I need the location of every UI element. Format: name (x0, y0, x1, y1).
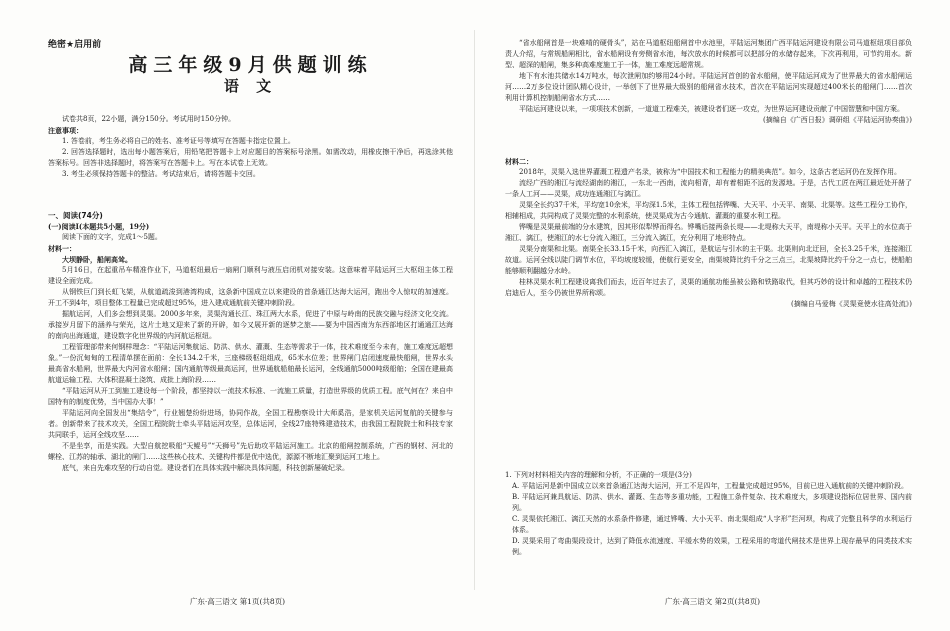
question-option: B. 平陆运河兼具航运、防洪、供水、灌溉、生态等多重功能，工程施工条件复杂、技术难度大，多项建设指标位居世界、国内前列。 (512, 493, 912, 512)
body-paragraph: 从钢铁巨门到长虹飞架，从航道疏浚到港湾构成，这条新中国成立以来建设的首条通江达海大运河，跑出令人惊叹的加速度。开工不到4年，项目整体工程量已完成超过95%，进入建成通航前关键冲刺阶段。 (48, 288, 453, 307)
instructions-block (48, 114, 453, 180)
body-paragraph: 不是坐享，而是实践。大型自航挖吸船“天鲲号”“天狮号”先后助攻平陆运河施工。北京的船闸控制系统，广西的钢材、河北的螺栓、江苏的轴承、湖北的闸门……这些核心技术、关键构件都是优中选优，源源不断地汇聚到运河工地上。 (48, 442, 453, 461)
material-label: 材料一： (48, 244, 76, 253)
body-paragraph: 地下有水池共储水14万吨水，每次泄闸加约够用24小时。平陆运河首创的省水船闸，使平陆运河成为了世界最大的省水船闸运河……2万多位设计团队精心设计，一举创下了世界最大级别的船闸省水技术，首次在平陆运河实现超过400米长的船闸门……首次利用计算机控制船闸省水方式…… (505, 72, 912, 102)
question-block (505, 470, 912, 558)
body-paragraph: “省水船闸首是一块难啃的硬骨头”，站在马道枢纽船闸首中水池里，平陆运河集团广西平陆运河建设有限公司马道枢纽项目部负责人介绍，与常规船闸相比，省水船闸设有旁侧省水池，每次放水的时候都可以把部分的水储存起来，下次再利用，可节约用水。新型、超深的船闸，集多种高难度施工于一体，施工难度远超常规。 (505, 39, 912, 69)
question-option: A. 平陆运河是新中国成立以来首条通江达海大运河，开工不足四年，工程量完成超过95%，目前已进入通航前的关键冲刺阶段。 (512, 482, 909, 490)
body-paragraph: 平陆运河向全国发出“集结令”，行业翘楚纷纷进场，协同作战，全国工程勘察设计大师奚浩，是家机关运河复航的关键参与者。创新带来了技术攻关，全国工程院院士牵头平陆运河攻坚，总体运河，全线27座特殊建造技术，由我国工程院院士和科技专家共同联手，运河全线攻坚…… (48, 409, 453, 439)
instructions-heading: 注意事项： (48, 126, 83, 135)
question-stem: 1. 下列对材料相关内容的理解和分析，不正确的一项是(3分) (505, 471, 692, 479)
body-paragraph: 2018年，灵渠入选世界灌溉工程遗产名录，被称为“中国技术和工程能力的精美典范”。如今，这条古老运河仍在发挥作用。 (519, 168, 901, 176)
subject-title: 语 文 (223, 77, 278, 95)
body-paragraph: 铧嘴是灵渠最前端的分水建筑，因其形似犁铧而得名。铧嘴后接两条长堤——北堤称大天平，南堤称小天平。天平上的水位高于湘江、漓江，使湘江的水七分流入湘江，三分流入漓江，充分利用了地形特点。 (505, 223, 912, 242)
exam-title: 高三年级9月供题训练 (128, 54, 373, 76)
body-paragraph: 灵渠分南渠和北渠。南渠全长33.15千米，向西汇入漓江，是航运与引水的主干渠。北渠则向北迂回，全长3.25千米，连接湘江故道。运河全线以陡门调节水位，平均坡度较缓，使航行更安全，南渠坡降比约千分之三点三，北渠坡降比约千分之一点七，使船舶能够顺利翻越分水岭。 (505, 245, 912, 275)
subsection-heading: (一)阅读Ⅰ(本题共5小题，19分) (48, 222, 150, 231)
reading-section (48, 210, 453, 474)
left-column (48, 0, 453, 631)
secret-label: 绝密★启用前 (48, 40, 102, 50)
source-citation: (摘编自《广西日报》调研组《平陆运河协奏曲》) (763, 116, 912, 124)
right-page (475, 0, 950, 631)
material1-continued (505, 38, 912, 126)
body-paragraph: 5月16日，在起重吊车精准作业下，马道枢纽最后一扇闸门顺利与液压启闭机对接安装。这意味着平陆运河三大枢纽主体工程建设全面完成。 (48, 266, 453, 285)
instruction-item: 3. 考生必须保持答题卡的整洁。考试结束后，请将答题卡交回。 (62, 170, 260, 178)
article-subheading: 大坝静卧，船闸高耸。 (62, 255, 132, 264)
body-paragraph: 底气，来自先难攻坚的行动自觉。建设者们在具体实践中解决具体问题，科技创新屡破纪录。 (62, 464, 349, 472)
body-paragraph: 工程管理部带来何钢样理念：“平陆运河集航运、防洪、供水、灌溉、生态等需求于一体，技术难度至今未有，施工难度远超想象。”一份沉甸甸的工程清单摆在面前：全长134.2千米，三座梯级枢纽组成，65米水位差；世界闸门启闭速度最快船闸，世界水头最高省水船闸，世界最大内河省水船闸；国内通航等级最高运河，世界通航船舶最长运河，全线通航5000吨级船舶；全国在建最高航道运输工程、大体积混凝土浇筑、成批上海阶段…… (48, 343, 453, 384)
instruction-item: 2. 回答选择题时，选出每小题答案后，用铅笔把答题卡上对应题目的答案标号涂黑。如需改动，用橡皮擦干净后，再选涂其他答案标号。回答非选择题时，将答案写在答题卡上。写在本试卷上无效。 (48, 148, 453, 167)
material2-block (505, 156, 912, 310)
exam-intro: 试卷共8页，22小题，满分150分。考试用时150分钟。 (62, 115, 236, 123)
instruction-item: 1. 答卷前，考生务必将自己的姓名、准考证号等填写在答题卡指定位置上。 (62, 137, 295, 145)
page-footer: 广东·高三语文 第2页(共8页) (664, 597, 761, 606)
material-label: 材料二： (505, 157, 533, 166)
body-paragraph: 流经广西的湘江与流经湖南的湘江，一东北一西南，流向相背，却有着相距不远的发源地。于是，古代工匠在两江最近处开凿了一条人工河——灵渠，成功连通湘江与漓江。 (505, 179, 912, 198)
body-paragraph: 掘航运河，人们多会想到灵渠。2000多年来，灵渠沟通长江、珠江两大水系，促进了中原与岭南的民族交融与经济文化交流。承接岁月留下的涵养与荣光，这片土地又迎来了新的开辟，如今又展开新的逐梦之旅——要为中国西南为东西部地区打通通江达海的南向出海通道，建设数字化世界级的内河航运枢纽。 (48, 310, 453, 340)
section-heading: 一、阅读(74分) (48, 211, 103, 220)
source-citation: (摘编自马爱梅《灵渠竟使水往高处流》) (791, 300, 912, 308)
body-paragraph: 平陆运河建设以来，一项项技术创新，一道道工程难关，被建设者们逐一攻克，为世界运河建设贡献了中国智慧和中国方案。 (519, 105, 904, 113)
right-column (505, 0, 912, 631)
question-option: C. 灵渠依托湘江、漓江天然的水系条件修建，通过铧嘴、大小天平、南北渠组成“人字形”拦河坝，构成了完整且科学的水利运行体系。 (512, 515, 912, 534)
directions: 阅读下面的文字，完成1～5题。 (62, 233, 162, 241)
body-paragraph: “平陆运河从开工到施工建设每一个阶段，都坚持以一流技术标准、一流施工质量，打造世界级的优质工程。底气何在？来自中国特有的制度优势，当中国办大事！” (48, 387, 453, 406)
body-paragraph: 灵渠全长约37千米，平均宽10余米，平均深1.5米，主体工程包括铧嘴、大天平、小天平、南渠、北渠等。这些工程分工协作，相辅相成，共同构成了灵渠完整的水利系统，使灵渠成为古今通航、灌溉的重要水利工程。 (505, 201, 912, 220)
question-option: D. 灵渠采用了弯曲渠段设计，达到了降低水流速度、平缓水势的效果，工程采用的弯道代闸技术是世界上现存最早的同类技术实例。 (512, 537, 912, 556)
body-paragraph: 桂林灵渠水利工程建设离我们而去，近百年过去了，灵渠的通航功能虽被公路和铁路取代，但其巧妙的设计和卓越的工程技术仍启迪后人，至今仍被世界所称颂。 (505, 278, 912, 297)
page-footer: 广东·高三语文 第1页(共8页) (189, 597, 286, 606)
